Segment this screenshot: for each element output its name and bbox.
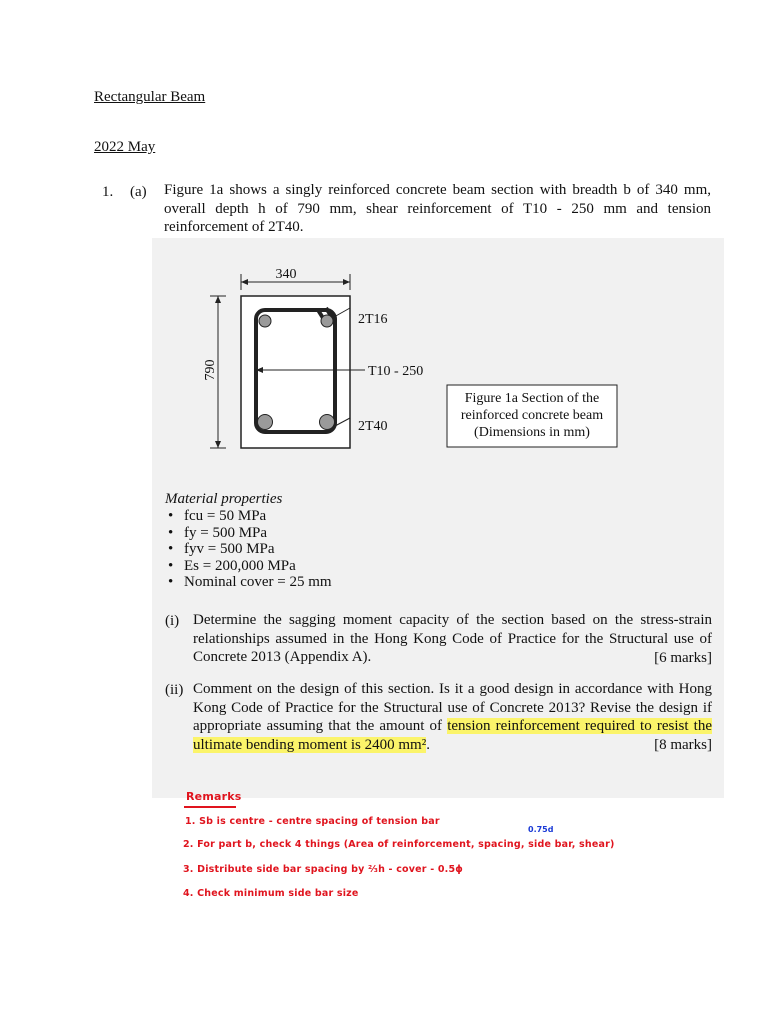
question-intro: Figure 1a shows a singly reinforced concrete beam section with breadth b of 340 mm, overall depth h of 790 mm, shear reinforcement of T10 - 250 mm and tension reinforcement of 2T40. [164, 182, 711, 235]
remark-item: 4. Check minimum side bar size [183, 888, 359, 899]
materials-heading: Material properties [165, 491, 283, 507]
material-item: • fcu = 50 MPa [168, 508, 332, 525]
material-item: • Nominal cover = 25 mm [168, 574, 332, 591]
beam-section-figure [190, 258, 650, 458]
remark-item: 1. Sb is centre - centre spacing of tension bar [185, 816, 440, 827]
subq-i-marks: [6 marks] [654, 649, 712, 666]
subq-ii-end: . [426, 736, 430, 753]
materials-list [168, 508, 332, 591]
subq-i-label: (i) [165, 613, 180, 629]
bottom-bars-label: 2T40 [358, 419, 388, 434]
subq-ii-marks: [8 marks] [654, 736, 712, 753]
subq-i [193, 611, 712, 667]
figure-caption-line3: (Dimensions in mm) [474, 425, 590, 440]
top-bars-label: 2T16 [358, 312, 388, 327]
subq-ii-highlight: tension reinforcement required to resist the ultimate bending moment is 2400 mm² [193, 718, 713, 753]
exam-session: 2022 May [94, 139, 156, 155]
subq-ii [193, 680, 712, 754]
question-part: (a) [130, 184, 147, 200]
top-bar-right [321, 315, 333, 327]
bottom-bar-right [320, 415, 335, 430]
figure-caption-line2: reinforced concrete beam [460, 408, 604, 423]
material-item: • Es = 200,000 MPa [168, 558, 332, 575]
subq-ii-text: Comment on the design of this section. Is it a good design in accordance with Hong Kong Code of Practice for the Structural use of Concrete 2013? Revise the design if appropriate assuming that the amount of [193, 681, 712, 734]
remarks-underline [184, 806, 236, 808]
bottom-bar-left [258, 415, 273, 430]
links-label: T10 - 250 [368, 364, 424, 379]
material-item: • fyv = 500 MPa [168, 541, 332, 558]
top-bar-left [259, 315, 271, 327]
material-item: • fy = 500 MPa [168, 525, 332, 542]
figure-caption-line1: Figure 1a Section of the [464, 391, 600, 406]
remark-annotation: 0.75d [528, 825, 554, 834]
page-title: Rectangular Beam [94, 89, 206, 105]
depth-label: 790 [203, 359, 218, 381]
width-label: 340 [275, 267, 297, 282]
question-number: 1. [102, 184, 114, 200]
subq-i-text: Determine the sagging moment capacity of the section based on the stress-strain relationships assumed in the Hong Kong Code of Practice for the Structural use of Concrete 2013 (Appendix A). [193, 612, 712, 665]
remark-item: 3. Distribute side bar spacing by ⅔h - cover - 0.5ϕ [183, 864, 464, 875]
remarks-heading: Remarks [186, 790, 242, 803]
subq-ii-label: (ii) [165, 682, 184, 698]
remark-item: 2. For part b, check 4 things (Area of reinforcement, spacing, side bar, shear) [183, 839, 615, 850]
